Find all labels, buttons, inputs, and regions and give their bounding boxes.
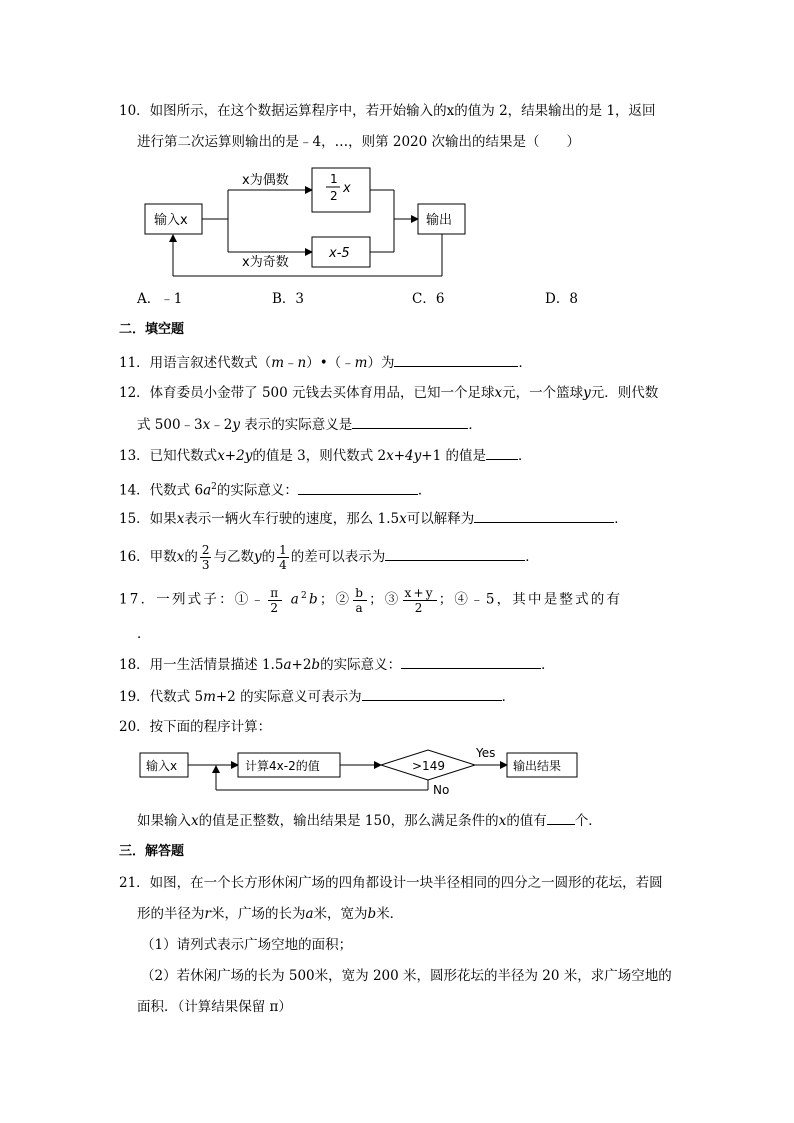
q10-flowchart xyxy=(136,165,471,285)
q20-input-text: 输入x xyxy=(146,759,178,773)
q17-frac-pi-2: $\frac{\pi}{2}$ xyxy=(270,585,281,615)
q10-option-d: D．8 xyxy=(545,291,578,307)
q11-blank xyxy=(394,352,518,367)
q21-sub2b: 面积．（计算结果保留 π） xyxy=(137,999,292,1015)
q10-half-num: 1 xyxy=(330,172,338,186)
q17-end: ． xyxy=(137,626,151,642)
q11: 11．用语言叙述代数式（m﹣n）•（﹣m）为 ． xyxy=(119,352,532,373)
q10-line2: 进行第二次运算则输出的是﹣4，…，则第 2020 次输出的结果是（ ） xyxy=(137,134,581,150)
q10-option-c: C．6 xyxy=(412,291,445,307)
q21-line1: 21．如图，在一个长方形休闲广场的四角都设计一块半径相同的四分之一圆形的花坛，若圆 xyxy=(119,875,663,891)
q10-line1: 10．如图所示，在这个数据运算程序中，若开始输入的x的值为 2，结果输出的是 1，返回 xyxy=(119,103,656,119)
q20-output-text: 输出结果 xyxy=(513,759,562,773)
q21-sub1: （1）请列式表示广场空地的面积； xyxy=(141,937,353,953)
q16-frac-2-3: $\frac{2}{3}$ xyxy=(201,543,210,572)
q10-minus-text: x-5 xyxy=(329,246,350,261)
q12-line2: 式 500﹣3x﹣2y 表示的实际意义是 ． xyxy=(137,414,482,435)
q20-cond-text: >149 xyxy=(412,759,445,773)
q10-half-box xyxy=(312,168,370,212)
q16-blank xyxy=(385,546,525,561)
q10-odd-label: x为奇数 xyxy=(242,255,289,270)
q10-half-den: 2 xyxy=(330,189,338,203)
q17-frac-b-a: $\frac{b}{a}$ xyxy=(355,585,366,615)
q19: 19．代数式 5m+2 的实际意义可表示为 ． xyxy=(119,686,515,707)
q18-blank xyxy=(401,654,541,669)
section-answer-title: 三．解答题 xyxy=(119,844,185,859)
q13-blank xyxy=(486,445,518,460)
q21-sub2: （2）若休闲广场的长为 500米，宽为 200 米，圆形花坛的半径为 20 米，求广场空地的 xyxy=(141,968,672,984)
q16-frac-1-4: $\frac{1}{4}$ xyxy=(279,543,287,572)
q20-flowchart xyxy=(138,743,583,799)
q18: 18．用一生活情景描述 1.5a+2b的实际意义： ． xyxy=(119,654,555,675)
q14: 14．代数式 $6a^2$的实际意义： ． xyxy=(119,477,431,501)
q10-output-text: 输出 xyxy=(426,213,453,228)
q12-line1: 12．体育委员小金带了 500 元钱去买体育用品，已知一个足球x元，一个篮球y元．则代数 xyxy=(119,385,659,401)
q13: 13．已知代数式x+2y的值是 3，则代数式 2x+4y+1 的值是 ． xyxy=(119,445,531,466)
q16: 16．甲数x的 $\frac{2}{3}$ 与乙数y的 $\frac{1}{4}$ 的差可以表示为 ． xyxy=(119,543,539,572)
q21-line2: 形的半径为r米，广场的长为a米，宽为b米． xyxy=(137,906,404,922)
q20-line1: 20．按下面的程序计算： xyxy=(119,719,272,735)
q14-blank xyxy=(298,480,418,495)
q10-half-var: x xyxy=(343,181,351,196)
q15-blank xyxy=(474,508,614,523)
q10-option-b: B．3 xyxy=(272,291,305,307)
q10-option-a: A．﹣1 xyxy=(137,291,183,307)
q20-yes-label: Yes xyxy=(476,746,496,760)
q15: 15．如果x表示一辆火车行驶的速度，那么 1.5x可以解释为 ． xyxy=(119,508,628,529)
q10-input-text: 输入x xyxy=(154,213,188,228)
q20-calc-text: 计算4x-2的值 xyxy=(245,759,320,773)
q20-blank xyxy=(547,810,575,825)
q10-even-label: x为偶数 xyxy=(242,173,289,188)
q12-blank xyxy=(352,414,468,429)
q20-line2: 如果输入x的值是正整数，输出结果是 150，那么满足条件的x的值有 个． xyxy=(137,810,602,831)
q20-no-label: No xyxy=(433,783,450,797)
q17-frac-xy-2: $\frac{x+y}{2}$ xyxy=(404,585,435,615)
q17: 17．一列式子：①﹣ $\frac{\pi}{2}$ $a^2b$；② $\frac{b}{a}$ ；③ $\frac{x+y}{2}$ ；④﹣5，其中是整式的有 xyxy=(119,585,623,615)
q19-blank xyxy=(362,686,502,701)
section-fill-blank-title: 二．填空题 xyxy=(119,322,185,337)
